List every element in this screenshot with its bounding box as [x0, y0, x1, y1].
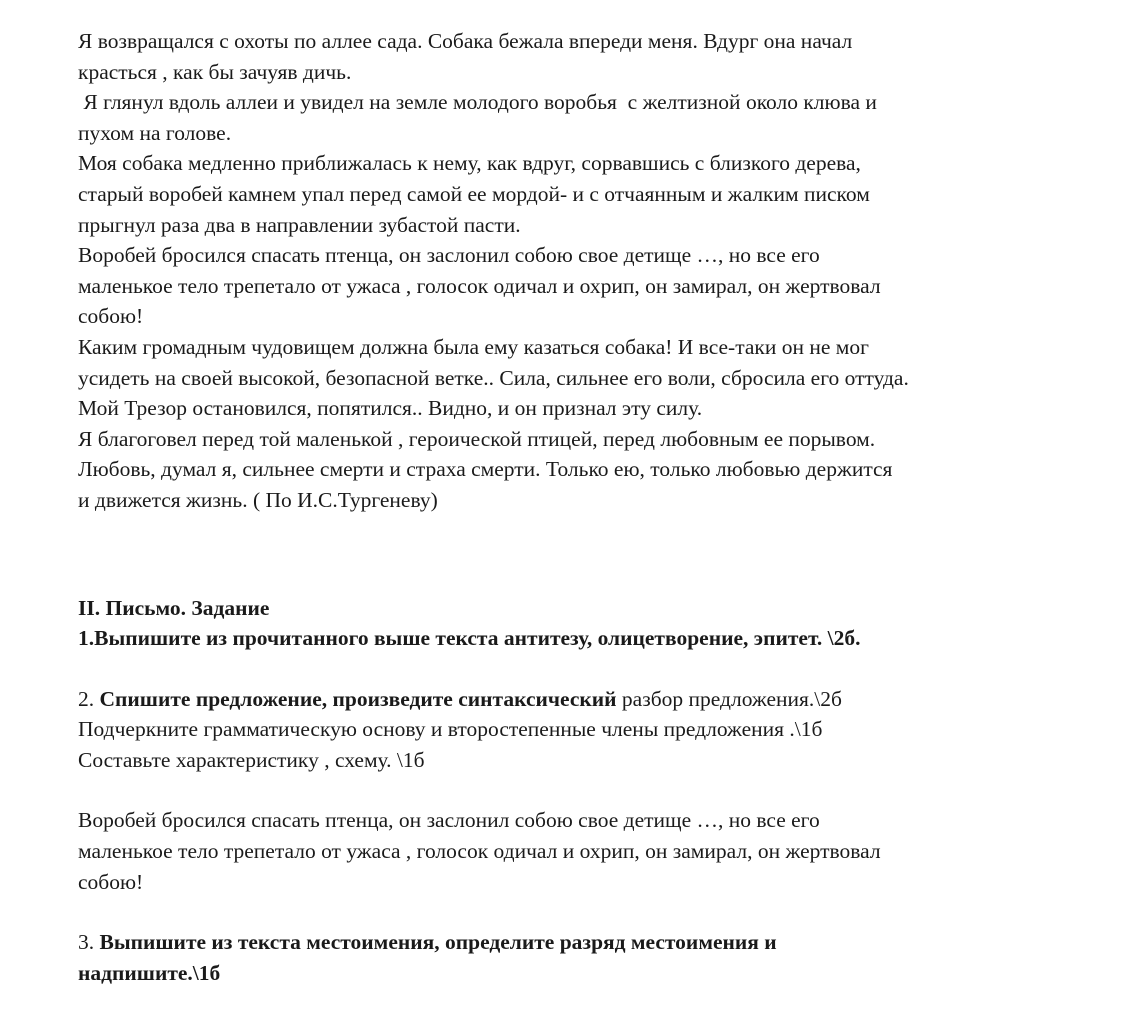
story-line: Я возвращался с охоты по аллее сада. Собака бежала впереди меня. Вдург она начал — [78, 29, 853, 53]
story-line: Я благоговел перед той маленькой , героической птицей, перед любовным ее порывом. — [78, 426, 876, 451]
story-line: Воробей бросился спасать птенца, он заслонил собою свое детище …, но все его — [78, 243, 820, 268]
story-line: Моя собака медленно приближалась к нему, как вдруг, сорвавшись с близкого дерева, — [78, 151, 861, 176]
spacer — [78, 516, 1114, 577]
spacer — [78, 775, 1114, 805]
story-line: маленькое тело трепетало от ужаса , голосок одичал и охрип, он замирал, он жертвовал — [78, 273, 881, 298]
task-2-line-3: Составьте характеристику , схему. \1б — [78, 747, 425, 772]
section-heading: II. Письмо. Задание — [78, 595, 270, 620]
task-1: 1.Выпишите из прочитанного выше текста антитезу, олицетворение, эпитет. \2б. — [78, 626, 861, 651]
story-line: пухом на голове. — [78, 120, 232, 145]
story-line: красться , как бы зачуяв дичь. — [78, 59, 352, 84]
task-2 — [78, 684, 1114, 715]
spacer — [78, 654, 1114, 684]
story-line: прыгнул раза два в направлении зубастой пасти. — [78, 212, 521, 237]
sentence-to-parse — [78, 805, 1114, 897]
spacer — [78, 577, 1114, 593]
task-2-rest-text: разбор предложения.\2б — [616, 686, 842, 711]
sentence-line: маленькое тело трепетало от ужаса , голосок одичал и охрип, он замирал, он жертвовал — [78, 839, 881, 864]
task-3-line-2: надпишите.\1б — [78, 960, 221, 985]
story-line: старый воробей камнем упал перед самой ее мордой- и с отчаянным и жалким писком — [78, 181, 870, 206]
story-line: собою! — [78, 304, 144, 329]
sentence-line: Воробей бросился спасать птенца, он заслонил собою свое детище …, но все его — [78, 808, 820, 833]
story-text — [78, 26, 1114, 516]
story-line: Я глянул вдоль аллеи и увидел на земле молодого воробья с желтизной около клюва и — [78, 90, 877, 115]
task-3-number: 3. — [78, 930, 100, 955]
story-line: Мой Трезор остановился, попятился.. Видно, и он признал эту силу. — [78, 396, 703, 421]
sentence-line: собою! — [78, 869, 144, 894]
task-2-bold-text: Спишите предложение, произведите синтаксический — [99, 686, 617, 711]
story-line: Каким громадным чудовищем должна была ему казаться собака! И все-таки он не мог — [78, 334, 869, 359]
task-2-number: 2. — [78, 686, 100, 711]
story-line: Любовь, думал я, сильнее смерти и страха смерти. Только ею, только любовью держится — [78, 457, 893, 482]
document-page — [78, 26, 1114, 988]
task-3 — [78, 927, 1114, 958]
task-3-bold-text: Выпишите из текста местоимения, определите разряд местоимения и — [99, 930, 777, 955]
spacer — [78, 897, 1114, 927]
story-line: усидеть на своей высокой, безопасной ветке.. Сила, сильнее его воли, сбросила его оттуда. — [78, 365, 909, 390]
task-2-line-2: Подчеркните грамматическую основу и второстепенные члены предложения .\1б — [78, 717, 823, 742]
story-line: и движется жизнь. ( По И.С.Тургеневу) — [78, 487, 438, 512]
